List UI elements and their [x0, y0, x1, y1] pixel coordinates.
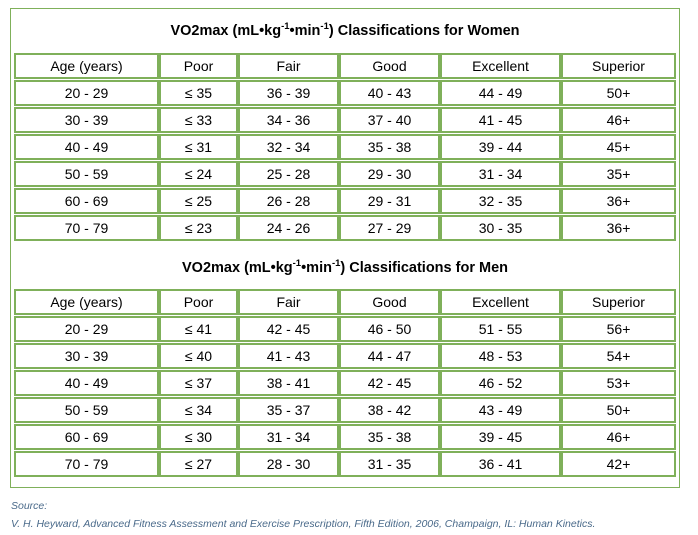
men-cell-fair: 28 - 30 [238, 451, 339, 477]
men-cell-excellent: 48 - 53 [440, 343, 561, 369]
women-cell-fair: 36 - 39 [238, 80, 339, 106]
women-cell-good: 35 - 38 [339, 134, 440, 160]
men-cell-superior: 42+ [561, 451, 676, 477]
women-cell-superior: 36+ [561, 188, 676, 214]
source-label: Source: [11, 500, 48, 512]
women-cell-excellent: 41 - 45 [440, 107, 561, 133]
men-cell-good: 31 - 35 [339, 451, 440, 477]
men-cell-good: 35 - 38 [339, 424, 440, 450]
men-cell-superior: 56+ [561, 316, 676, 342]
men-cell-excellent: 51 - 55 [440, 316, 561, 342]
women-cell-age: 50 - 59 [14, 161, 159, 187]
men-table-title: VO2max $(mL•kg^{-1}•\min^{-1})$ Classifications for Men [182, 258, 508, 276]
women-cell-poor: ≤ 35 [159, 80, 238, 106]
women-cell-superior: 46+ [561, 107, 676, 133]
men-cell-poor: ≤ 27 [159, 451, 238, 477]
women-cell-good: 29 - 30 [339, 161, 440, 187]
women-header-excellent: Excellent [440, 53, 561, 79]
men-cell-age: 20 - 29 [14, 316, 159, 342]
men-cell-poor: ≤ 37 [159, 370, 238, 396]
women-cell-age: 30 - 39 [14, 107, 159, 133]
men-header-superior: Superior [561, 289, 676, 315]
women-cell-age: 40 - 49 [14, 134, 159, 160]
men-cell-superior: 50+ [561, 397, 676, 423]
women-cell-poor: ≤ 25 [159, 188, 238, 214]
women-cell-fair: 25 - 28 [238, 161, 339, 187]
women-cell-good: 37 - 40 [339, 107, 440, 133]
women-cell-fair: 32 - 34 [238, 134, 339, 160]
men-cell-excellent: 43 - 49 [440, 397, 561, 423]
women-cell-excellent: 31 - 34 [440, 161, 561, 187]
men-cell-good: 46 - 50 [339, 316, 440, 342]
women-cell-poor: ≤ 24 [159, 161, 238, 187]
women-cell-superior: 50+ [561, 80, 676, 106]
women-header-poor: Poor [159, 53, 238, 79]
men-cell-fair: 41 - 43 [238, 343, 339, 369]
women-cell-good: 27 - 29 [339, 215, 440, 241]
women-cell-excellent: 44 - 49 [440, 80, 561, 106]
men-cell-poor: ≤ 40 [159, 343, 238, 369]
men-cell-poor: ≤ 41 [159, 316, 238, 342]
men-header-poor: Poor [159, 289, 238, 315]
men-cell-poor: ≤ 30 [159, 424, 238, 450]
women-cell-fair: 26 - 28 [238, 188, 339, 214]
women-cell-superior: 36+ [561, 215, 676, 241]
women-cell-excellent: 32 - 35 [440, 188, 561, 214]
men-header-good: Good [339, 289, 440, 315]
men-cell-poor: ≤ 34 [159, 397, 238, 423]
men-cell-excellent: 36 - 41 [440, 451, 561, 477]
women-header-superior: Superior [561, 53, 676, 79]
women-cell-poor: ≤ 23 [159, 215, 238, 241]
women-cell-poor: ≤ 31 [159, 134, 238, 160]
men-cell-excellent: 39 - 45 [440, 424, 561, 450]
men-cell-age: 70 - 79 [14, 451, 159, 477]
men-cell-fair: 31 - 34 [238, 424, 339, 450]
women-cell-superior: 45+ [561, 134, 676, 160]
women-header-good: Good [339, 53, 440, 79]
women-cell-superior: 35+ [561, 161, 676, 187]
men-cell-fair: 35 - 37 [238, 397, 339, 423]
men-cell-fair: 38 - 41 [238, 370, 339, 396]
women-cell-poor: ≤ 33 [159, 107, 238, 133]
women-cell-age: 20 - 29 [14, 80, 159, 106]
women-header-age: Age (years) [14, 53, 159, 79]
women-classification-table [14, 53, 676, 242]
source-citation: V. H. Heyward, Advanced Fitness Assessment and Exercise Prescription, Fifth Edition, 2006, Champaign, IL: Human Kinetics. [11, 518, 596, 530]
women-cell-excellent: 30 - 35 [440, 215, 561, 241]
men-cell-excellent: 46 - 52 [440, 370, 561, 396]
men-cell-age: 50 - 59 [14, 397, 159, 423]
women-cell-good: 40 - 43 [339, 80, 440, 106]
men-cell-age: 30 - 39 [14, 343, 159, 369]
men-cell-good: 44 - 47 [339, 343, 440, 369]
women-cell-good: 29 - 31 [339, 188, 440, 214]
men-cell-age: 60 - 69 [14, 424, 159, 450]
men-cell-superior: 46+ [561, 424, 676, 450]
men-header-age: Age (years) [14, 289, 159, 315]
men-header-fair: Fair [238, 289, 339, 315]
women-cell-excellent: 39 - 44 [440, 134, 561, 160]
men-cell-superior: 54+ [561, 343, 676, 369]
women-cell-age: 70 - 79 [14, 215, 159, 241]
women-table-title: VO2max $(mL•kg^{-1}•\min^{-1})$ Classifications for Women [170, 21, 520, 39]
men-cell-superior: 53+ [561, 370, 676, 396]
women-cell-fair: 24 - 26 [238, 215, 339, 241]
men-cell-fair: 42 - 45 [238, 316, 339, 342]
men-header-excellent: Excellent [440, 289, 561, 315]
men-classification-table [14, 289, 676, 478]
women-cell-fair: 34 - 36 [238, 107, 339, 133]
women-header-fair: Fair [238, 53, 339, 79]
men-cell-good: 42 - 45 [339, 370, 440, 396]
women-cell-age: 60 - 69 [14, 188, 159, 214]
men-cell-good: 38 - 42 [339, 397, 440, 423]
men-cell-age: 40 - 49 [14, 370, 159, 396]
